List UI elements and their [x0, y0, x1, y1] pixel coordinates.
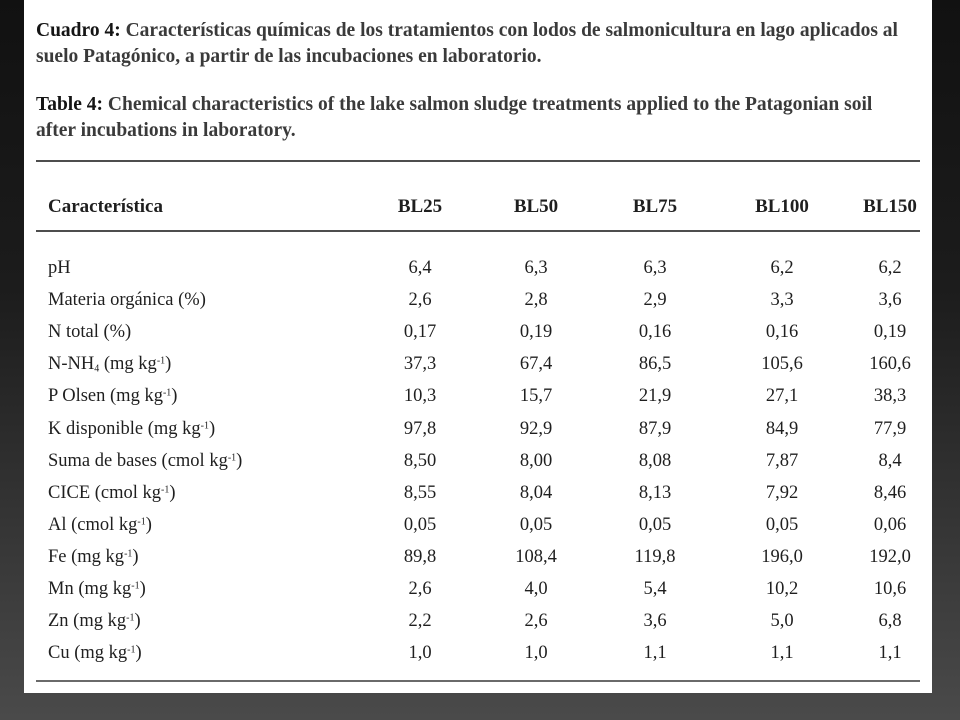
cell-bl75: 1,1 — [643, 643, 667, 663]
cell-bl100: 10,2 — [765, 579, 799, 599]
cell-bl75: 86,5 — [638, 354, 672, 374]
cell-bl150: 160,6 — [869, 354, 911, 374]
cell-bl150: 77,9 — [873, 419, 907, 439]
row-label — [48, 419, 215, 440]
cell-bl25: 8,55 — [403, 483, 437, 503]
row-label-post: ) — [134, 611, 141, 631]
cell-bl50: 4,0 — [524, 579, 548, 599]
row-label-pre: Fe (mg kg — [48, 547, 125, 567]
cell-bl25: 2,6 — [408, 579, 432, 599]
caption-spanish-text: Características químicas de los tratamientos con lodos de salmonicultura en lago aplicados al suelo Patagónico, a partir de las incubaciones en laboratorio. — [36, 20, 898, 67]
cell-bl150: 0,06 — [873, 515, 907, 535]
cell-bl100: 6,2 — [770, 258, 794, 278]
slide-page — [24, 0, 932, 693]
cell-bl100: 196,0 — [761, 547, 803, 567]
cell-bl100: 7,92 — [765, 483, 799, 503]
cell-bl150: 38,3 — [873, 386, 907, 406]
row-label-sub: 4 — [94, 363, 100, 375]
cell-bl100: 1,1 — [770, 643, 794, 663]
row-label-pre: K disponible (mg kg — [48, 419, 201, 439]
cell-bl50: 2,6 — [524, 611, 548, 631]
row-label-pre: Materia orgánica (%) — [48, 290, 206, 310]
header-bl100: BL100 — [755, 196, 809, 217]
row-label-mid: (mg kg — [99, 354, 157, 374]
row-label — [48, 579, 146, 600]
cell-bl50: 92,9 — [519, 419, 553, 439]
cell-bl100: 105,6 — [761, 354, 803, 374]
cell-bl75: 3,6 — [643, 611, 667, 631]
cell-bl75: 0,16 — [638, 322, 672, 342]
row-label — [48, 322, 131, 343]
row-label-sup: -1 — [126, 612, 135, 624]
cell-bl25: 6,4 — [408, 258, 432, 278]
row-label-pre: pH — [48, 258, 71, 278]
row-label-sup: -1 — [200, 420, 209, 432]
cell-bl50: 2,8 — [524, 290, 548, 310]
row-label — [48, 386, 177, 407]
cell-bl75: 21,9 — [638, 386, 672, 406]
cell-bl50: 67,4 — [519, 354, 553, 374]
row-label-post: ) — [132, 547, 139, 567]
row-label-post: ) — [165, 354, 172, 374]
row-label — [48, 354, 171, 375]
header-bl25: BL25 — [397, 196, 443, 217]
cell-bl100: 5,0 — [770, 611, 794, 631]
row-label — [48, 290, 206, 311]
row-label-pre: N total (%) — [48, 322, 132, 342]
cell-bl50: 0,19 — [519, 322, 553, 342]
row-label-pre: Al (cmol kg — [48, 515, 138, 535]
row-label-pre: Zn (mg kg — [48, 611, 127, 631]
row-label — [48, 258, 71, 279]
row-label-sup: -1 — [127, 644, 136, 656]
cell-bl25: 0,05 — [403, 515, 437, 535]
cell-bl50: 8,04 — [519, 483, 553, 503]
cell-bl25: 0,17 — [403, 322, 437, 342]
row-label — [48, 611, 141, 632]
cell-bl100: 0,16 — [765, 322, 799, 342]
cell-bl100: 84,9 — [765, 419, 799, 439]
cell-bl25: 89,8 — [403, 547, 437, 567]
cell-bl150: 1,1 — [878, 643, 902, 663]
row-label-sup: -1 — [161, 484, 170, 496]
cell-bl100: 3,3 — [770, 290, 794, 310]
cell-bl25: 37,3 — [403, 354, 437, 374]
cell-bl75: 6,3 — [643, 258, 667, 278]
row-label-sup: -1 — [137, 516, 146, 528]
cell-bl150: 192,0 — [869, 547, 911, 567]
cell-bl75: 8,13 — [638, 483, 672, 503]
row-label — [48, 547, 139, 568]
cell-bl25: 2,2 — [408, 611, 432, 631]
cell-bl150: 8,4 — [878, 451, 902, 471]
row-label — [48, 643, 142, 664]
cell-bl75: 87,9 — [638, 419, 672, 439]
row-label-post: ) — [208, 419, 216, 439]
row-label-post: ) — [135, 643, 142, 663]
cell-bl75: 5,4 — [643, 579, 667, 599]
cell-bl50: 15,7 — [519, 386, 553, 406]
cell-bl50: 108,4 — [515, 547, 557, 567]
caption-english-label: Table 4: — [36, 94, 104, 115]
row-label-sup: -1 — [131, 580, 140, 592]
row-label-sup: -1 — [156, 355, 166, 367]
row-label-sup: -1 — [227, 452, 237, 464]
row-label-pre: Mn (mg kg — [48, 579, 132, 599]
cell-bl150: 0,19 — [873, 322, 907, 342]
row-label-pre: P Olsen (mg kg — [48, 386, 163, 406]
cell-bl75: 2,9 — [643, 290, 667, 310]
table-header-rule — [36, 230, 920, 232]
cell-bl150: 3,6 — [878, 290, 902, 310]
cell-bl75: 0,05 — [638, 515, 672, 535]
caption-english-text: Chemical characteristics of the lake salmon sludge treatments applied to the Patagonian soil after incubations in laboratory. — [36, 94, 873, 141]
row-label-post: ) — [169, 483, 176, 503]
caption-english — [36, 92, 916, 144]
caption-spanish-label: Cuadro 4: — [36, 20, 121, 41]
header-characteristic: Característica — [48, 196, 163, 217]
cell-bl100: 7,87 — [765, 451, 799, 471]
cell-bl150: 6,2 — [878, 258, 902, 278]
cell-bl50: 1,0 — [524, 643, 548, 663]
cell-bl50: 8,00 — [519, 451, 553, 471]
row-label-pre: CICE (cmol kg — [48, 483, 162, 503]
table-top-rule — [36, 160, 920, 162]
cell-bl25: 10,3 — [403, 386, 437, 406]
cell-bl75: 8,08 — [638, 451, 672, 471]
row-label-pre: Suma de bases (cmol kg — [48, 451, 228, 471]
header-bl50: BL50 — [513, 196, 559, 217]
cell-bl75: 119,8 — [634, 547, 676, 567]
cell-bl25: 2,6 — [408, 290, 432, 310]
row-label-pre: Cu (mg kg — [48, 643, 128, 663]
header-bl75: BL75 — [632, 196, 678, 217]
row-label-post: ) — [236, 451, 243, 471]
cell-bl50: 6,3 — [524, 258, 548, 278]
cell-bl25: 1,0 — [408, 643, 432, 663]
cell-bl25: 8,50 — [403, 451, 437, 471]
row-label-sup: -1 — [124, 548, 133, 560]
row-label-post: ) — [139, 579, 146, 599]
row-label-sup: -1 — [162, 387, 172, 399]
cell-bl100: 27,1 — [765, 386, 799, 406]
row-label — [48, 515, 152, 536]
table-bottom-rule — [36, 680, 920, 682]
row-label-pre: N-NH — [48, 354, 95, 374]
cell-bl100: 0,05 — [765, 515, 799, 535]
cell-bl150: 10,6 — [873, 579, 907, 599]
row-label-post: ) — [171, 386, 178, 406]
row-label-post: ) — [145, 515, 152, 535]
row-label — [48, 451, 242, 472]
row-label — [48, 483, 176, 504]
cell-bl25: 97,8 — [403, 419, 437, 439]
header-bl150: BL150 — [863, 196, 917, 217]
cell-bl150: 6,8 — [878, 611, 902, 631]
cell-bl150: 8,46 — [873, 483, 907, 503]
caption-spanish — [36, 18, 916, 70]
cell-bl50: 0,05 — [519, 515, 553, 535]
